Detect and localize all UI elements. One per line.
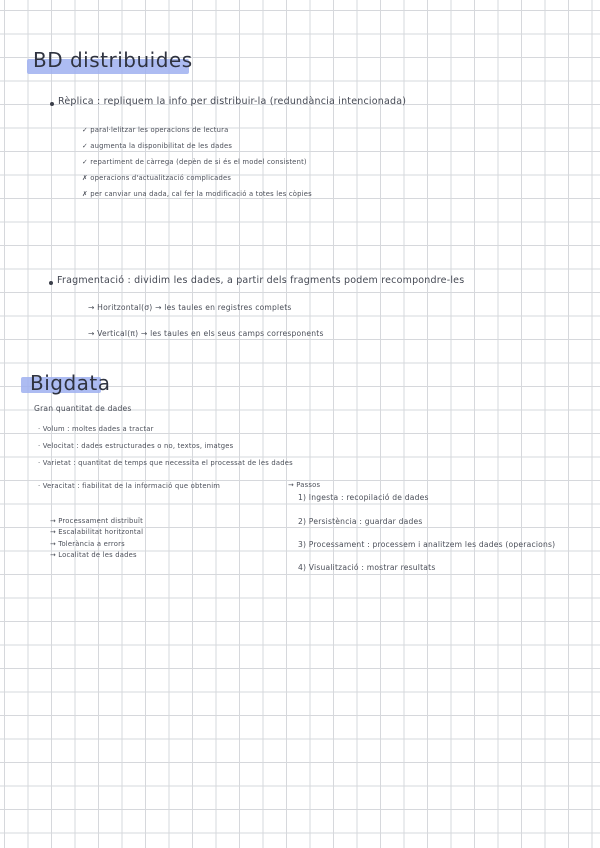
section1-title: BD distribuides	[33, 48, 193, 72]
passos-item: 4) Visualització : mostrar resultats	[298, 563, 436, 572]
bigdata-v-item: · Volum : moltes dades a tractar	[38, 425, 154, 433]
bullet-dot	[50, 102, 54, 106]
replica-item: ✓ repartiment de càrrega (depèn de si és el model consistent)	[82, 158, 307, 166]
fragmentacio-item: → Vertical(π) → les taules en els seus camps corresponents	[88, 329, 324, 338]
replica-item: ✓ augmenta la disponibilitat de les dades	[82, 142, 233, 150]
fragmentacio-item: → Horitzontal(σ) → les taules en registres complets	[88, 303, 292, 312]
section2-subtitle: Gran quantitat de dades	[34, 404, 132, 413]
section2-title: Bigdata	[30, 371, 111, 395]
bigdata-v-item: · Velocitat : dades estructurades o no, textos, imatges	[38, 442, 234, 450]
bigdata-prop-item: → Escalabilitat horitzontal	[50, 528, 144, 536]
bigdata-prop-item: → Localitat de les dades	[50, 551, 137, 559]
bigdata-v-item: · Varietat : quantitat de temps que necessita el processat de les dades	[38, 459, 293, 467]
bigdata-prop-item: → Tolerància a errors	[50, 540, 125, 548]
replica-item: ✗ operacions d'actualització complicades	[82, 174, 232, 182]
passos-item: 2) Persistència : guardar dades	[298, 517, 423, 526]
replica-line: Rèplica : repliquem la info per distribuir-la (redundància intencionada)	[58, 96, 407, 107]
bigdata-v-item: · Veracitat : fiabilitat de la informació que obtenim	[38, 482, 221, 490]
replica-item: ✗ per canviar una dada, cal fer la modificació a totes les còpies	[82, 190, 312, 198]
fragmentacio-line: Fragmentació : dividim les dades, a partir dels fragments podem recompondre-les	[57, 275, 465, 286]
passos-item: 1) Ingesta : recopilació de dades	[298, 493, 429, 502]
bullet-dot	[49, 281, 53, 285]
passos-title: → Passos	[288, 481, 321, 489]
passos-item: 3) Processament : processem i analitzem les dades (operacions)	[298, 540, 556, 549]
replica-item: ✓ paral·lelitzar les operacions de lectura	[82, 126, 229, 134]
bigdata-prop-item: → Processament distribuït	[50, 517, 144, 525]
